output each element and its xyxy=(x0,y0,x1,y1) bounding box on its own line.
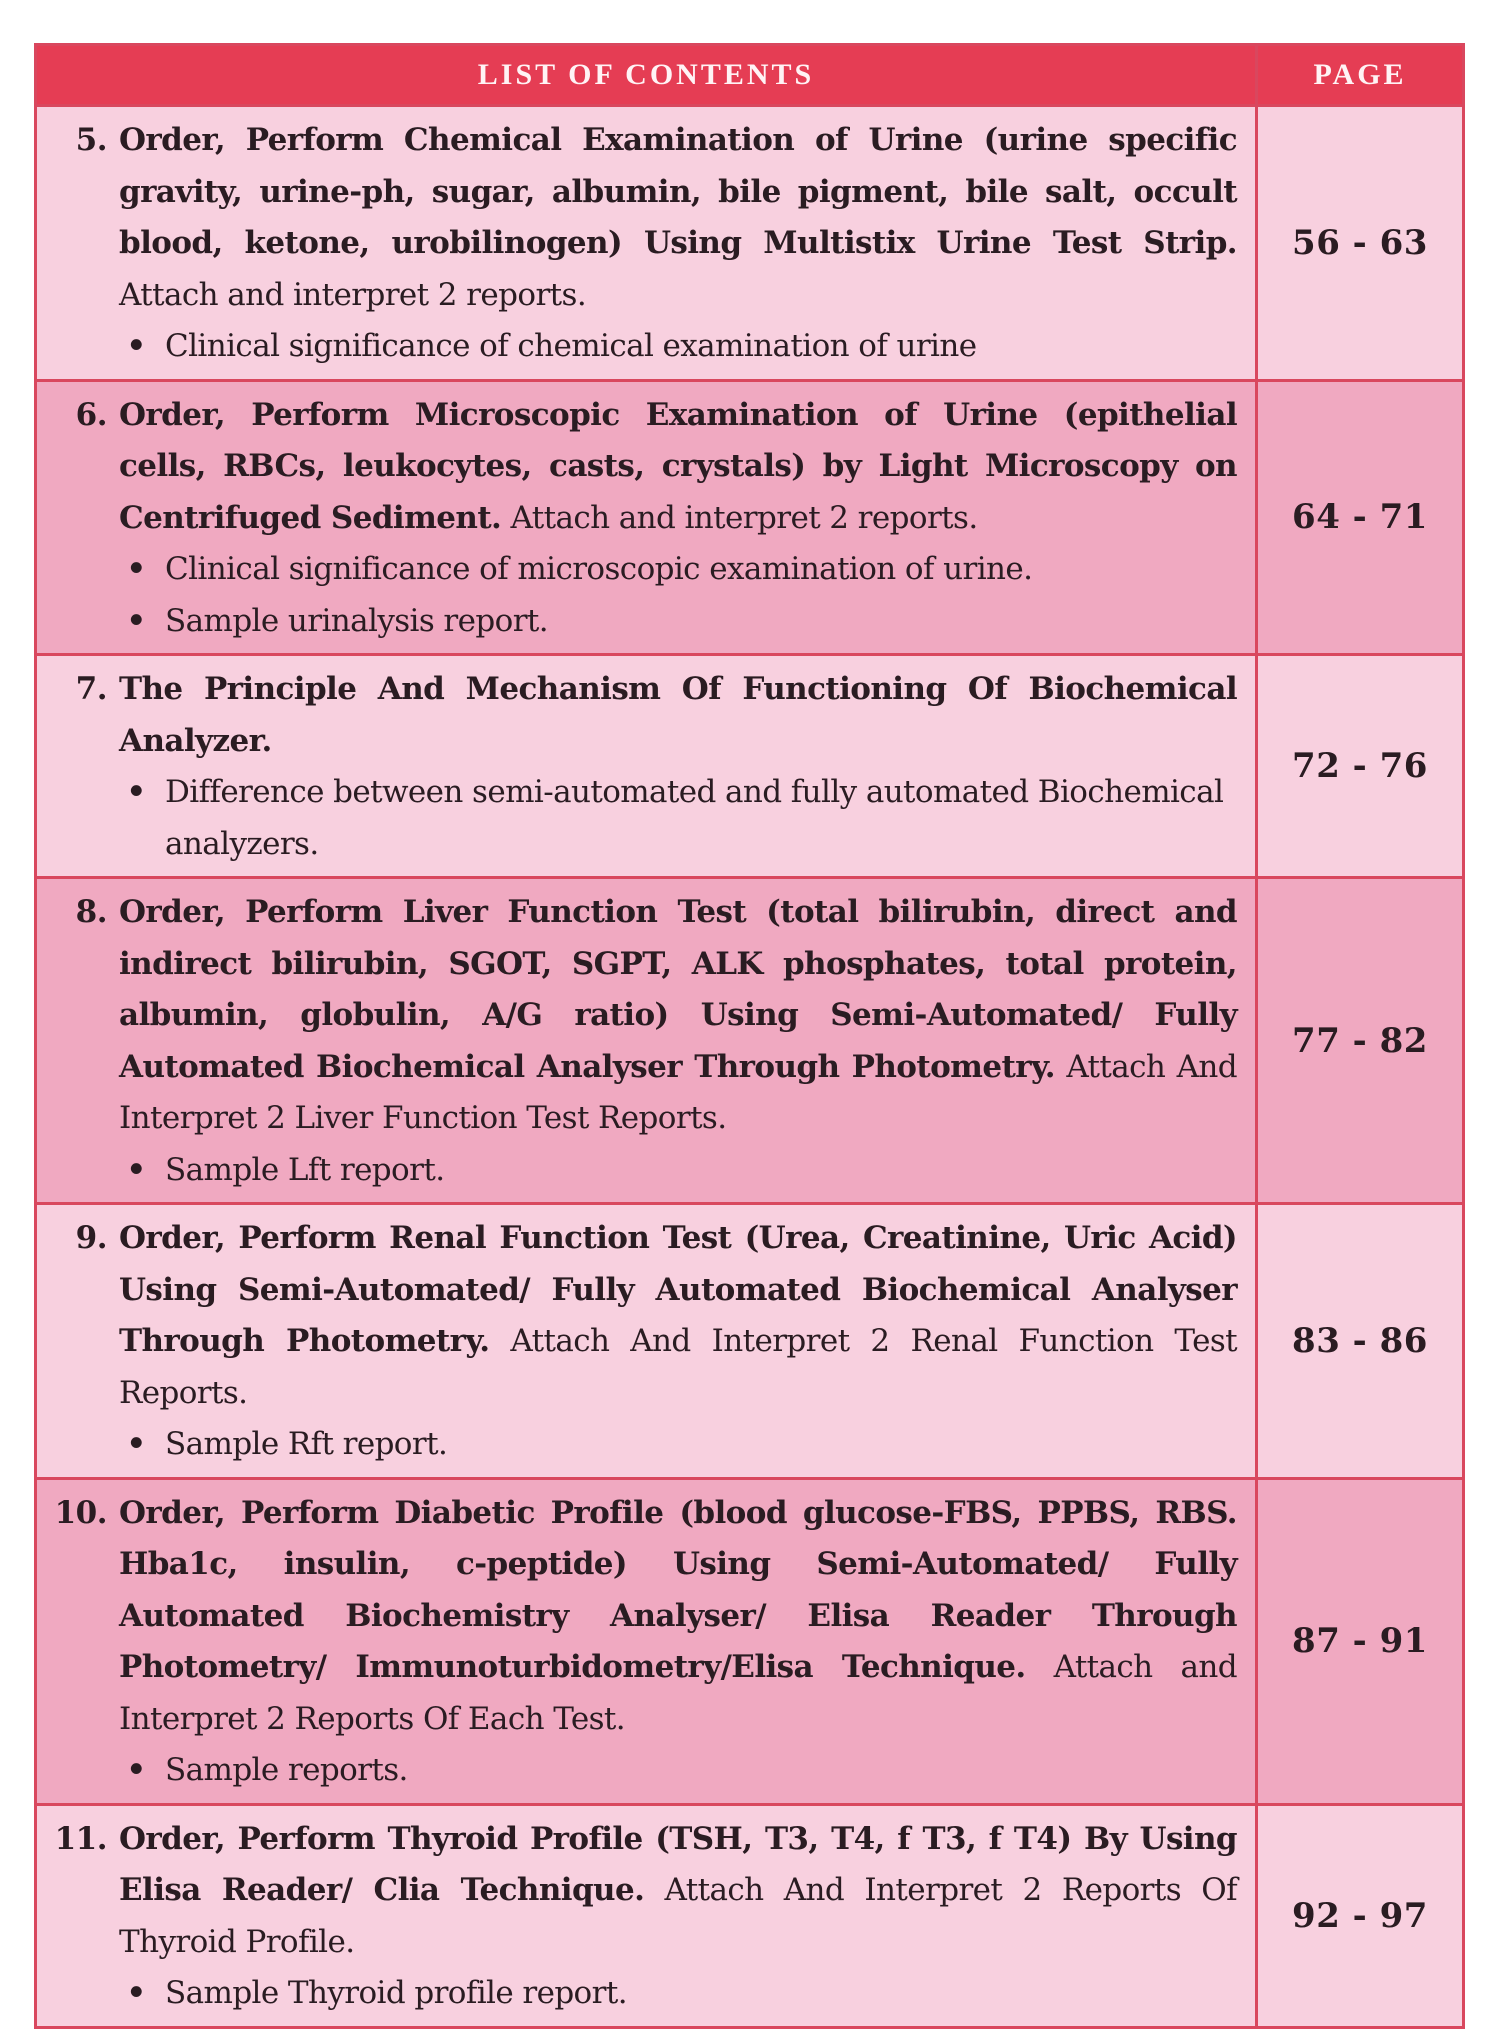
entry-instruction: Attach and interpret 2 reports. xyxy=(119,276,587,313)
entry-text xyxy=(119,1213,1237,1419)
entry-number: 8. xyxy=(75,894,107,930)
bullet-icon: • xyxy=(126,602,146,639)
bullet-list xyxy=(49,544,1237,647)
table-row xyxy=(36,1204,1464,1479)
bullet-text: Sample Rft report. xyxy=(165,1426,448,1462)
bullet-icon: • xyxy=(126,1752,146,1788)
entry-text xyxy=(119,887,1237,1145)
page-range: 83 - 86 xyxy=(1257,1204,1464,1479)
entry xyxy=(49,1814,1237,1969)
bullet-text: Sample urinalysis report. xyxy=(165,602,549,639)
list-item xyxy=(107,596,1237,648)
entry-cell xyxy=(36,878,1257,1204)
entry xyxy=(49,390,1237,545)
entry-instruction: Attach And Interpret 2 Renal Function Test Reports. xyxy=(119,1323,1238,1411)
entry-cell xyxy=(36,1804,1257,2027)
contents-table xyxy=(34,43,1465,2029)
entry-instruction: Attach And Interpret 2 Reports Of Thyroid Profile. xyxy=(119,1872,1237,1960)
table-row xyxy=(36,1804,1464,2027)
list-item xyxy=(107,1145,1237,1197)
list-item xyxy=(107,544,1237,596)
entry-number: 5. xyxy=(75,122,107,158)
contents-heading: LIST OF CONTENTS xyxy=(36,45,1257,106)
page-heading: PAGE xyxy=(1257,45,1464,106)
table-row xyxy=(36,380,1464,655)
bullet-list xyxy=(49,321,1237,373)
bullet-list xyxy=(49,1745,1237,1797)
table-row xyxy=(36,106,1464,381)
entry-title: Order, Perform Chemical Examination of Urine (urine specific gravity, urine-ph, sugar, albumin, bile pigment, bile salt, occult blood, ketone, urobilinogen) Using Multistix Urine Test Strip. xyxy=(119,122,1237,261)
page-range: 64 - 71 xyxy=(1257,380,1464,655)
page-range: 56 - 63 xyxy=(1257,106,1464,381)
entry-instruction: Attach and interpret 2 reports. xyxy=(510,499,978,536)
entry-text xyxy=(119,1488,1237,1746)
entry-cell xyxy=(36,106,1257,381)
bullet-list xyxy=(49,767,1237,870)
bullet-text: Sample Lft report. xyxy=(165,1151,445,1188)
bullet-icon: • xyxy=(126,1975,146,2011)
entry-title: Order, Perform Liver Function Test (total bilirubin, direct and indirect bilirubin, SGOT, SGPT, ALK phosphates, total protein, albumin, globulin, A/G ratio) Using Semi-Automated/ Fully Automated Biochemical Analyser Through Photometry. xyxy=(119,894,1237,1085)
page-range: 72 - 76 xyxy=(1257,655,1464,878)
entry-cell xyxy=(36,380,1257,655)
entry-title: Order, Perform Diabetic Profile (blood glucose-FBS, PPBS, RBS. Hba1c, insulin, c-peptide) Using Semi-Automated/ Fully Automated Biochemistry Analyser/ Elisa Reader Through Photometry/ Immunoturbidometry/Elisa Technique. xyxy=(119,1494,1237,1685)
entry xyxy=(49,1488,1237,1746)
bullet-icon: • xyxy=(126,774,146,810)
bullet-list xyxy=(49,1145,1237,1197)
bullet-text: Clinical significance of chemical examination of urine xyxy=(165,328,977,364)
entry-text xyxy=(119,664,1237,767)
bullet-icon: • xyxy=(126,1151,146,1188)
entry-number: 9. xyxy=(75,1220,107,1256)
list-item xyxy=(107,1419,1237,1471)
entry-number: 7. xyxy=(75,671,107,707)
entry-number: 11. xyxy=(54,1820,107,1857)
entry-text xyxy=(119,390,1237,545)
table-row xyxy=(36,655,1464,878)
list-item xyxy=(107,1968,1237,2020)
bullet-text: Clinical significance of microscopic examination of urine. xyxy=(165,551,1033,587)
entry-text xyxy=(119,115,1237,321)
table-header-row xyxy=(36,45,1464,106)
entry-title: The Principle And Mechanism Of Functioning Of Biochemical Analyzer. xyxy=(119,671,1237,759)
bullet-text: Sample Thyroid profile report. xyxy=(165,1975,627,2011)
entry-instruction: Attach And Interpret 2 Liver Function Test Reports. xyxy=(119,1048,1237,1136)
entry-title: Order, Perform Renal Function Test (Urea, Creatinine, Uric Acid) Using Semi-Automated/ Fully Automated Biochemical Analyser Through Photometry. xyxy=(119,1220,1237,1359)
bullet-icon: • xyxy=(126,1426,146,1462)
list-item xyxy=(107,767,1237,870)
entry-number: 10. xyxy=(54,1494,107,1531)
page-range: 92 - 97 xyxy=(1257,1804,1464,2027)
entry xyxy=(49,664,1237,767)
entry xyxy=(49,1213,1237,1419)
entry xyxy=(49,887,1237,1145)
bullet-icon: • xyxy=(126,551,146,587)
bullet-text: Difference between semi-automated and fully automated Biochemical analyzers. xyxy=(165,774,1224,862)
list-item xyxy=(107,321,1237,373)
entry-cell xyxy=(36,655,1257,878)
bullet-list xyxy=(49,1419,1237,1471)
bullet-icon: • xyxy=(126,328,146,364)
bullet-text: Sample reports. xyxy=(165,1752,408,1788)
entry-number: 6. xyxy=(75,396,107,433)
bullet-list xyxy=(49,1968,1237,2020)
entry-text xyxy=(119,1814,1237,1969)
entry-cell xyxy=(36,1478,1257,1804)
list-item xyxy=(107,1745,1237,1797)
entry xyxy=(49,115,1237,321)
page-range: 87 - 91 xyxy=(1257,1478,1464,1804)
table-row xyxy=(36,1478,1464,1804)
entry-title: Order, Perform Microscopic Examination of Urine (epithelial cells, RBCs, leukocytes, casts, crystals) by Light Microscopy on Centrifuged Sediment. xyxy=(119,396,1237,536)
entry-title: Order, Perform Thyroid Profile (TSH, T3, T4, f T3, f T4) By Using Elisa Reader/ Clia Technique. xyxy=(119,1820,1237,1908)
entry-instruction: Attach and Interpret 2 Reports Of Each Test. xyxy=(119,1649,1237,1737)
page-range: 77 - 82 xyxy=(1257,878,1464,1204)
entry-cell xyxy=(36,1204,1257,1479)
table-row xyxy=(36,878,1464,1204)
